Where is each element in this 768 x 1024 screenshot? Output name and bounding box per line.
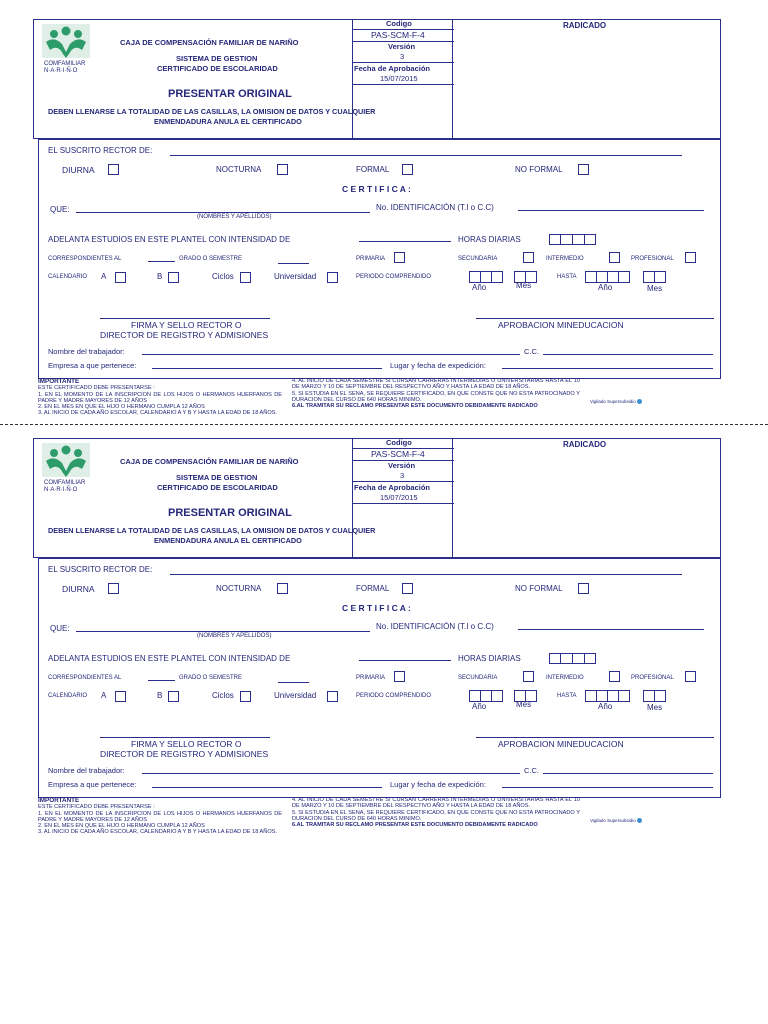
universidad-label: Universidad — [274, 691, 317, 700]
note-4: 4. AL INICIO DE CADA SEMESTRE SI CURSAN CARRERAS INTERMEDIAS O UNIVERSITARIAS HASTA EL 10 DE MARZO Y 10 DE SEPTIEMBRE DEL RESPECTIVO AÑO Y HASTA LA EDAD DE 18 AÑOS. — [292, 797, 580, 810]
vigilado-label — [590, 818, 642, 823]
period-to-year-4[interactable] — [618, 690, 630, 702]
vigilado-label — [590, 399, 642, 404]
universidad-checkbox[interactable] — [327, 691, 338, 702]
cc-label: C.C. — [524, 766, 539, 775]
comfamiliar-logo — [36, 20, 100, 75]
que-label: QUE: — [50, 205, 70, 214]
period-to-month-2[interactable] — [654, 271, 666, 283]
note-2: 2. EN EL MES EN QUE EL HIJO O HERMANO CUMPLA 12 AÑOS — [38, 404, 205, 411]
id-field[interactable] — [518, 629, 704, 630]
to-month-caption: Mes — [647, 703, 663, 712]
note-2: 2. EN EL MES EN QUE EL HIJO O HERMANO CUMPLA 12 AÑOS — [38, 823, 205, 830]
secundaria-checkbox[interactable] — [523, 252, 534, 263]
rector-signature-line[interactable] — [100, 318, 270, 319]
grade-field[interactable] — [148, 680, 175, 681]
note-1: 1. EN EL MOMENTO DE LA INSCRIPCION DE LOS HIJOS O HERMANOS HUERFANOS DE PADRE Y MADRE MAYORES DE 12 AÑOS — [38, 810, 282, 823]
doc-title: CERTIFICADO DE ESCOLARIDAD — [157, 483, 278, 492]
secundaria-label: SECUNDARIA — [458, 675, 498, 681]
vigilado-text: Vigilado Supersubsidio — [590, 399, 636, 404]
profesional-label: PROFESIONAL — [631, 256, 674, 262]
org-name: CAJA DE COMPENSACIÓN FAMILIAR DE NARIÑO — [120, 38, 299, 47]
from-month-caption: Mes — [516, 700, 532, 709]
no-formal-label: NO FORMAL — [515, 584, 563, 593]
note-1: 1. EN EL MOMENTO DE LA INSCRIPCION DE LOS HIJOS O HERMANOS HUERFANOS DE PADRE Y MADRE MAYORES DE 12 AÑOS — [38, 391, 282, 404]
doc-info-column — [352, 438, 454, 558]
certificate-form — [0, 419, 768, 839]
calendario-label: CALENDARIO — [48, 693, 88, 699]
svg-text:COMFAMILIAR: COMFAMILIAR — [44, 61, 86, 67]
nocturna-label: NOCTURNA — [216, 165, 262, 174]
grado-label: GRADO O SEMESTRE — [179, 256, 243, 262]
radicado-label: RADICADO — [563, 440, 607, 449]
system-name: SISTEMA DE GESTION — [176, 473, 258, 482]
note-3: 3. AL INICIO DE CADA AÑO ESCOLAR, CALENDARIO A Y B Y HASTA LA EDAD DE 18 AÑOS. — [38, 829, 277, 836]
no-formal-checkbox[interactable] — [578, 583, 589, 594]
empresa-label: Empresa a que pertenece: — [48, 361, 137, 370]
calendario-b-checkbox[interactable] — [168, 272, 179, 283]
id-label: No. IDENTIFICACIÓN (T.I o C.C) — [376, 622, 494, 631]
ciclos-label: Ciclos — [212, 691, 234, 700]
no-formal-checkbox[interactable] — [578, 164, 589, 175]
lugar-field[interactable] — [502, 368, 713, 369]
trabajador-field[interactable] — [142, 773, 520, 774]
empresa-field[interactable] — [152, 368, 382, 369]
rector-field[interactable] — [170, 155, 682, 156]
lugar-label: Lugar y fecha de expedición: — [390, 780, 486, 789]
logo-icon — [36, 439, 100, 494]
note-6: 6.AL TRAMITAR SU RECLAMO PRESENTAR ESTE DOCUMENTO DEBIDAMENTE RADICADO — [292, 403, 538, 410]
certifica-heading: C E R T I F I C A : — [342, 184, 411, 194]
names-caption: (NOMBRES Y APELLIDOS) — [197, 633, 272, 639]
ciclos-checkbox[interactable] — [240, 272, 251, 283]
primaria-label: PRIMARIA — [356, 675, 386, 681]
certificate-form — [0, 0, 768, 420]
note-5: 5. SI ESTUDIA EN EL SENA, SE REQUIERE CERTIFICADO, EN QUE CONSTE QUE NO ESTA PATROCINADO Y DURACION DEL CURSO DE 640 HORAS MINIMO. — [292, 390, 580, 403]
universidad-label: Universidad — [274, 272, 317, 281]
aprobacion-label: APROBACION MINEDUCACION — [498, 739, 624, 749]
hours-box-4[interactable] — [584, 234, 596, 245]
ciclos-label: Ciclos — [212, 272, 234, 281]
trabajador-label: Nombre del trabajador: — [48, 347, 125, 356]
firma-label-1: FIRMA Y SELLO RECTOR O — [131, 739, 242, 749]
secundaria-label: SECUNDARIA — [458, 256, 498, 262]
profesional-checkbox[interactable] — [685, 252, 696, 263]
importante-label: IMPORTANTE — [38, 797, 80, 804]
que-label: QUE: — [50, 624, 70, 633]
nocturna-checkbox[interactable] — [277, 583, 288, 594]
periodo-label: PERIODO COMPRENDIDO — [356, 693, 432, 699]
certificate-copy-2 — [0, 419, 768, 859]
importante-label: IMPORTANTE — [38, 378, 80, 385]
lugar-field[interactable] — [502, 787, 713, 788]
svg-text:COMFAMILIAR: COMFAMILIAR — [44, 480, 86, 486]
formal-checkbox[interactable] — [402, 164, 413, 175]
hasta-label: HASTA — [557, 274, 577, 280]
period-from-year-3[interactable] — [491, 690, 503, 702]
no-formal-label: NO FORMAL — [515, 165, 563, 174]
intermedio-label: INTERMEDIO — [546, 256, 584, 262]
name-field[interactable] — [76, 631, 370, 632]
nocturna-checkbox[interactable] — [277, 164, 288, 175]
note-4: 4. AL INICIO DE CADA SEMESTRE SI CURSAN CARRERAS INTERMEDIAS O UNIVERSITARIAS HASTA EL 10 DE MARZO Y 10 DE SEPTIEMBRE DEL RESPECTIVO AÑO Y HASTA LA EDAD DE 18 AÑOS. — [292, 378, 580, 391]
cc-field[interactable] — [543, 354, 713, 355]
rector-label: EL SUSCRITO RECTOR DE: — [48, 565, 153, 574]
intermedio-label: INTERMEDIO — [546, 675, 584, 681]
note-intro: ESTE CERTIFICADO DEBE PRESENTARSE : — [38, 804, 155, 811]
doc-title: CERTIFICADO DE ESCOLARIDAD — [157, 64, 278, 73]
profesional-label: PROFESIONAL — [631, 675, 674, 681]
code-label: Codigo — [386, 19, 412, 28]
ciclos-checkbox[interactable] — [240, 691, 251, 702]
hours-box-4[interactable] — [584, 653, 596, 664]
doc-info-column — [352, 19, 454, 139]
notes-right — [292, 378, 580, 409]
lugar-label: Lugar y fecha de expedición: — [390, 361, 486, 370]
certificate-copy-1 — [0, 0, 768, 420]
rector-signature-line[interactable] — [100, 737, 270, 738]
version-value: 3 — [400, 52, 405, 61]
version-label: Versión — [388, 42, 416, 51]
presentar-original: PRESENTAR ORIGINAL — [168, 507, 292, 519]
to-year-caption: Año — [598, 283, 613, 292]
formal-label: FORMAL — [356, 165, 390, 174]
firma-label-2: DIRECTOR DE REGISTRO Y ADMISIONES — [100, 330, 269, 340]
empresa-field[interactable] — [152, 787, 382, 788]
from-year-caption: Año — [472, 283, 487, 292]
name-field[interactable] — [76, 212, 370, 213]
code-value: PAS-SCM-F-4 — [371, 449, 425, 459]
intermedio-checkbox[interactable] — [609, 671, 620, 682]
radicado-box — [453, 438, 721, 558]
adelanta-label: ADELANTA ESTUDIOS EN ESTE PLANTEL CON INTENSIDAD DE — [48, 235, 291, 244]
cc-field[interactable] — [543, 773, 713, 774]
supersubsidio-icon — [637, 399, 642, 404]
calendario-label: CALENDARIO — [48, 274, 88, 280]
primaria-label: PRIMARIA — [356, 256, 386, 262]
secundaria-checkbox[interactable] — [523, 671, 534, 682]
grade-field[interactable] — [148, 261, 175, 262]
calendario-b-checkbox[interactable] — [168, 691, 179, 702]
notes-left — [38, 379, 282, 417]
periodo-label: PERIODO COMPRENDIDO — [356, 274, 432, 280]
diurna-label: DIURNA — [62, 165, 95, 175]
calendario-a-label: A — [101, 272, 107, 281]
trabajador-field[interactable] — [142, 354, 520, 355]
semester-field[interactable] — [278, 263, 309, 264]
calendario-b-label: B — [157, 691, 163, 700]
calendario-a-label: A — [101, 691, 107, 700]
trabajador-label: Nombre del trabajador: — [48, 766, 125, 775]
warning-line-1: DEBEN LLENARSE LA TOTALIDAD DE LAS CASILLAS, LA OMISION DE DATOS Y CUALQUIER — [48, 107, 376, 116]
warning-line-2: ENMENDADURA ANULA EL CERTIFICADO — [154, 117, 302, 126]
to-year-caption: Año — [598, 702, 613, 711]
supersubsidio-icon — [637, 818, 642, 823]
to-month-caption: Mes — [647, 284, 663, 293]
note-6: 6.AL TRAMITAR SU RECLAMO PRESENTAR ESTE DOCUMENTO DEBIDAMENTE RADICADO — [292, 822, 538, 829]
comfamiliar-logo — [36, 439, 100, 494]
horas-label: HORAS DIARIAS — [458, 235, 521, 244]
rector-label: EL SUSCRITO RECTOR DE: — [48, 146, 153, 155]
mineducacion-signature-line[interactable] — [476, 318, 714, 319]
names-caption: (NOMBRES Y APELLIDOS) — [197, 214, 272, 220]
version-value: 3 — [400, 471, 405, 480]
period-to-month-2[interactable] — [654, 690, 666, 702]
approval-date-label: Fecha de Aprobación — [354, 483, 430, 492]
system-name: SISTEMA DE GESTION — [176, 54, 258, 63]
calendario-a-checkbox[interactable] — [115, 691, 126, 702]
warning-line-1: DEBEN LLENARSE LA TOTALIDAD DE LAS CASILLAS, LA OMISION DE DATOS Y CUALQUIER — [48, 526, 376, 535]
empresa-label: Empresa a que pertenece: — [48, 780, 137, 789]
correspondientes-label: CORRESPONDIENTES AL — [48, 256, 122, 262]
notes-right — [292, 797, 580, 828]
adelanta-label: ADELANTA ESTUDIOS EN ESTE PLANTEL CON INTENSIDAD DE — [48, 654, 291, 663]
version-label: Versión — [388, 461, 416, 470]
correspondientes-label: CORRESPONDIENTES AL — [48, 675, 122, 681]
id-field[interactable] — [518, 210, 704, 211]
profesional-checkbox[interactable] — [685, 671, 696, 682]
hasta-label: HASTA — [557, 693, 577, 699]
universidad-checkbox[interactable] — [327, 272, 338, 283]
vigilado-text: Vigilado Supersubsidio — [590, 818, 636, 823]
grado-label: GRADO O SEMESTRE — [179, 675, 243, 681]
nocturna-label: NOCTURNA — [216, 584, 262, 593]
period-to-year-4[interactable] — [618, 271, 630, 283]
note-5: 5. SI ESTUDIA EN EL SENA, SE REQUIERE CERTIFICADO, EN QUE CONSTE QUE NO ESTA PATROCINADO Y DURACION DEL CURSO DE 640 HORAS MINIMO. — [292, 809, 580, 822]
org-name: CAJA DE COMPENSACIÓN FAMILIAR DE NARIÑO — [120, 457, 299, 466]
diurna-checkbox[interactable] — [108, 583, 119, 594]
period-from-year-3[interactable] — [491, 271, 503, 283]
calendario-b-label: B — [157, 272, 163, 281]
from-year-caption: Año — [472, 702, 487, 711]
firma-label-2: DIRECTOR DE REGISTRO Y ADMISIONES — [100, 749, 269, 759]
primaria-checkbox[interactable] — [394, 252, 405, 263]
calendario-a-checkbox[interactable] — [115, 272, 126, 283]
presentar-original: PRESENTAR ORIGINAL — [168, 88, 292, 100]
primaria-checkbox[interactable] — [394, 671, 405, 682]
intermedio-checkbox[interactable] — [609, 252, 620, 263]
horas-label: HORAS DIARIAS — [458, 654, 521, 663]
firma-label-1: FIRMA Y SELLO RECTOR O — [131, 320, 242, 330]
note-3: 3. AL INICIO DE CADA AÑO ESCOLAR, CALENDARIO A Y B Y HASTA LA EDAD DE 18 AÑOS. — [38, 410, 277, 417]
radicado-label: RADICADO — [563, 21, 607, 30]
diurna-checkbox[interactable] — [108, 164, 119, 175]
intensity-field[interactable] — [359, 241, 451, 242]
warning-line-2: ENMENDADURA ANULA EL CERTIFICADO — [154, 536, 302, 545]
logo-icon — [36, 20, 100, 75]
svg-text:N·A·R·I·Ñ·O: N·A·R·I·Ñ·O — [44, 68, 78, 74]
diurna-label: DIURNA — [62, 584, 95, 594]
formal-checkbox[interactable] — [402, 583, 413, 594]
from-month-caption: Mes — [516, 281, 532, 290]
aprobacion-label: APROBACION MINEDUCACION — [498, 320, 624, 330]
radicado-box — [453, 19, 721, 139]
approval-date-value: 15/07/2015 — [380, 493, 418, 502]
rector-field[interactable] — [170, 574, 682, 575]
mineducacion-signature-line[interactable] — [476, 737, 714, 738]
cc-label: C.C. — [524, 347, 539, 356]
certifica-heading: C E R T I F I C A : — [342, 603, 411, 613]
approval-date-label: Fecha de Aprobación — [354, 64, 430, 73]
code-value: PAS-SCM-F-4 — [371, 30, 425, 40]
svg-text:N·A·R·I·Ñ·O: N·A·R·I·Ñ·O — [44, 487, 78, 493]
intensity-field[interactable] — [359, 660, 451, 661]
code-label: Codigo — [386, 438, 412, 447]
semester-field[interactable] — [278, 682, 309, 683]
notes-left — [38, 798, 282, 836]
id-label: No. IDENTIFICACIÓN (T.I o C.C) — [376, 203, 494, 212]
note-intro: ESTE CERTIFICADO DEBE PRESENTARSE : — [38, 385, 155, 392]
approval-date-value: 15/07/2015 — [380, 74, 418, 83]
formal-label: FORMAL — [356, 584, 390, 593]
